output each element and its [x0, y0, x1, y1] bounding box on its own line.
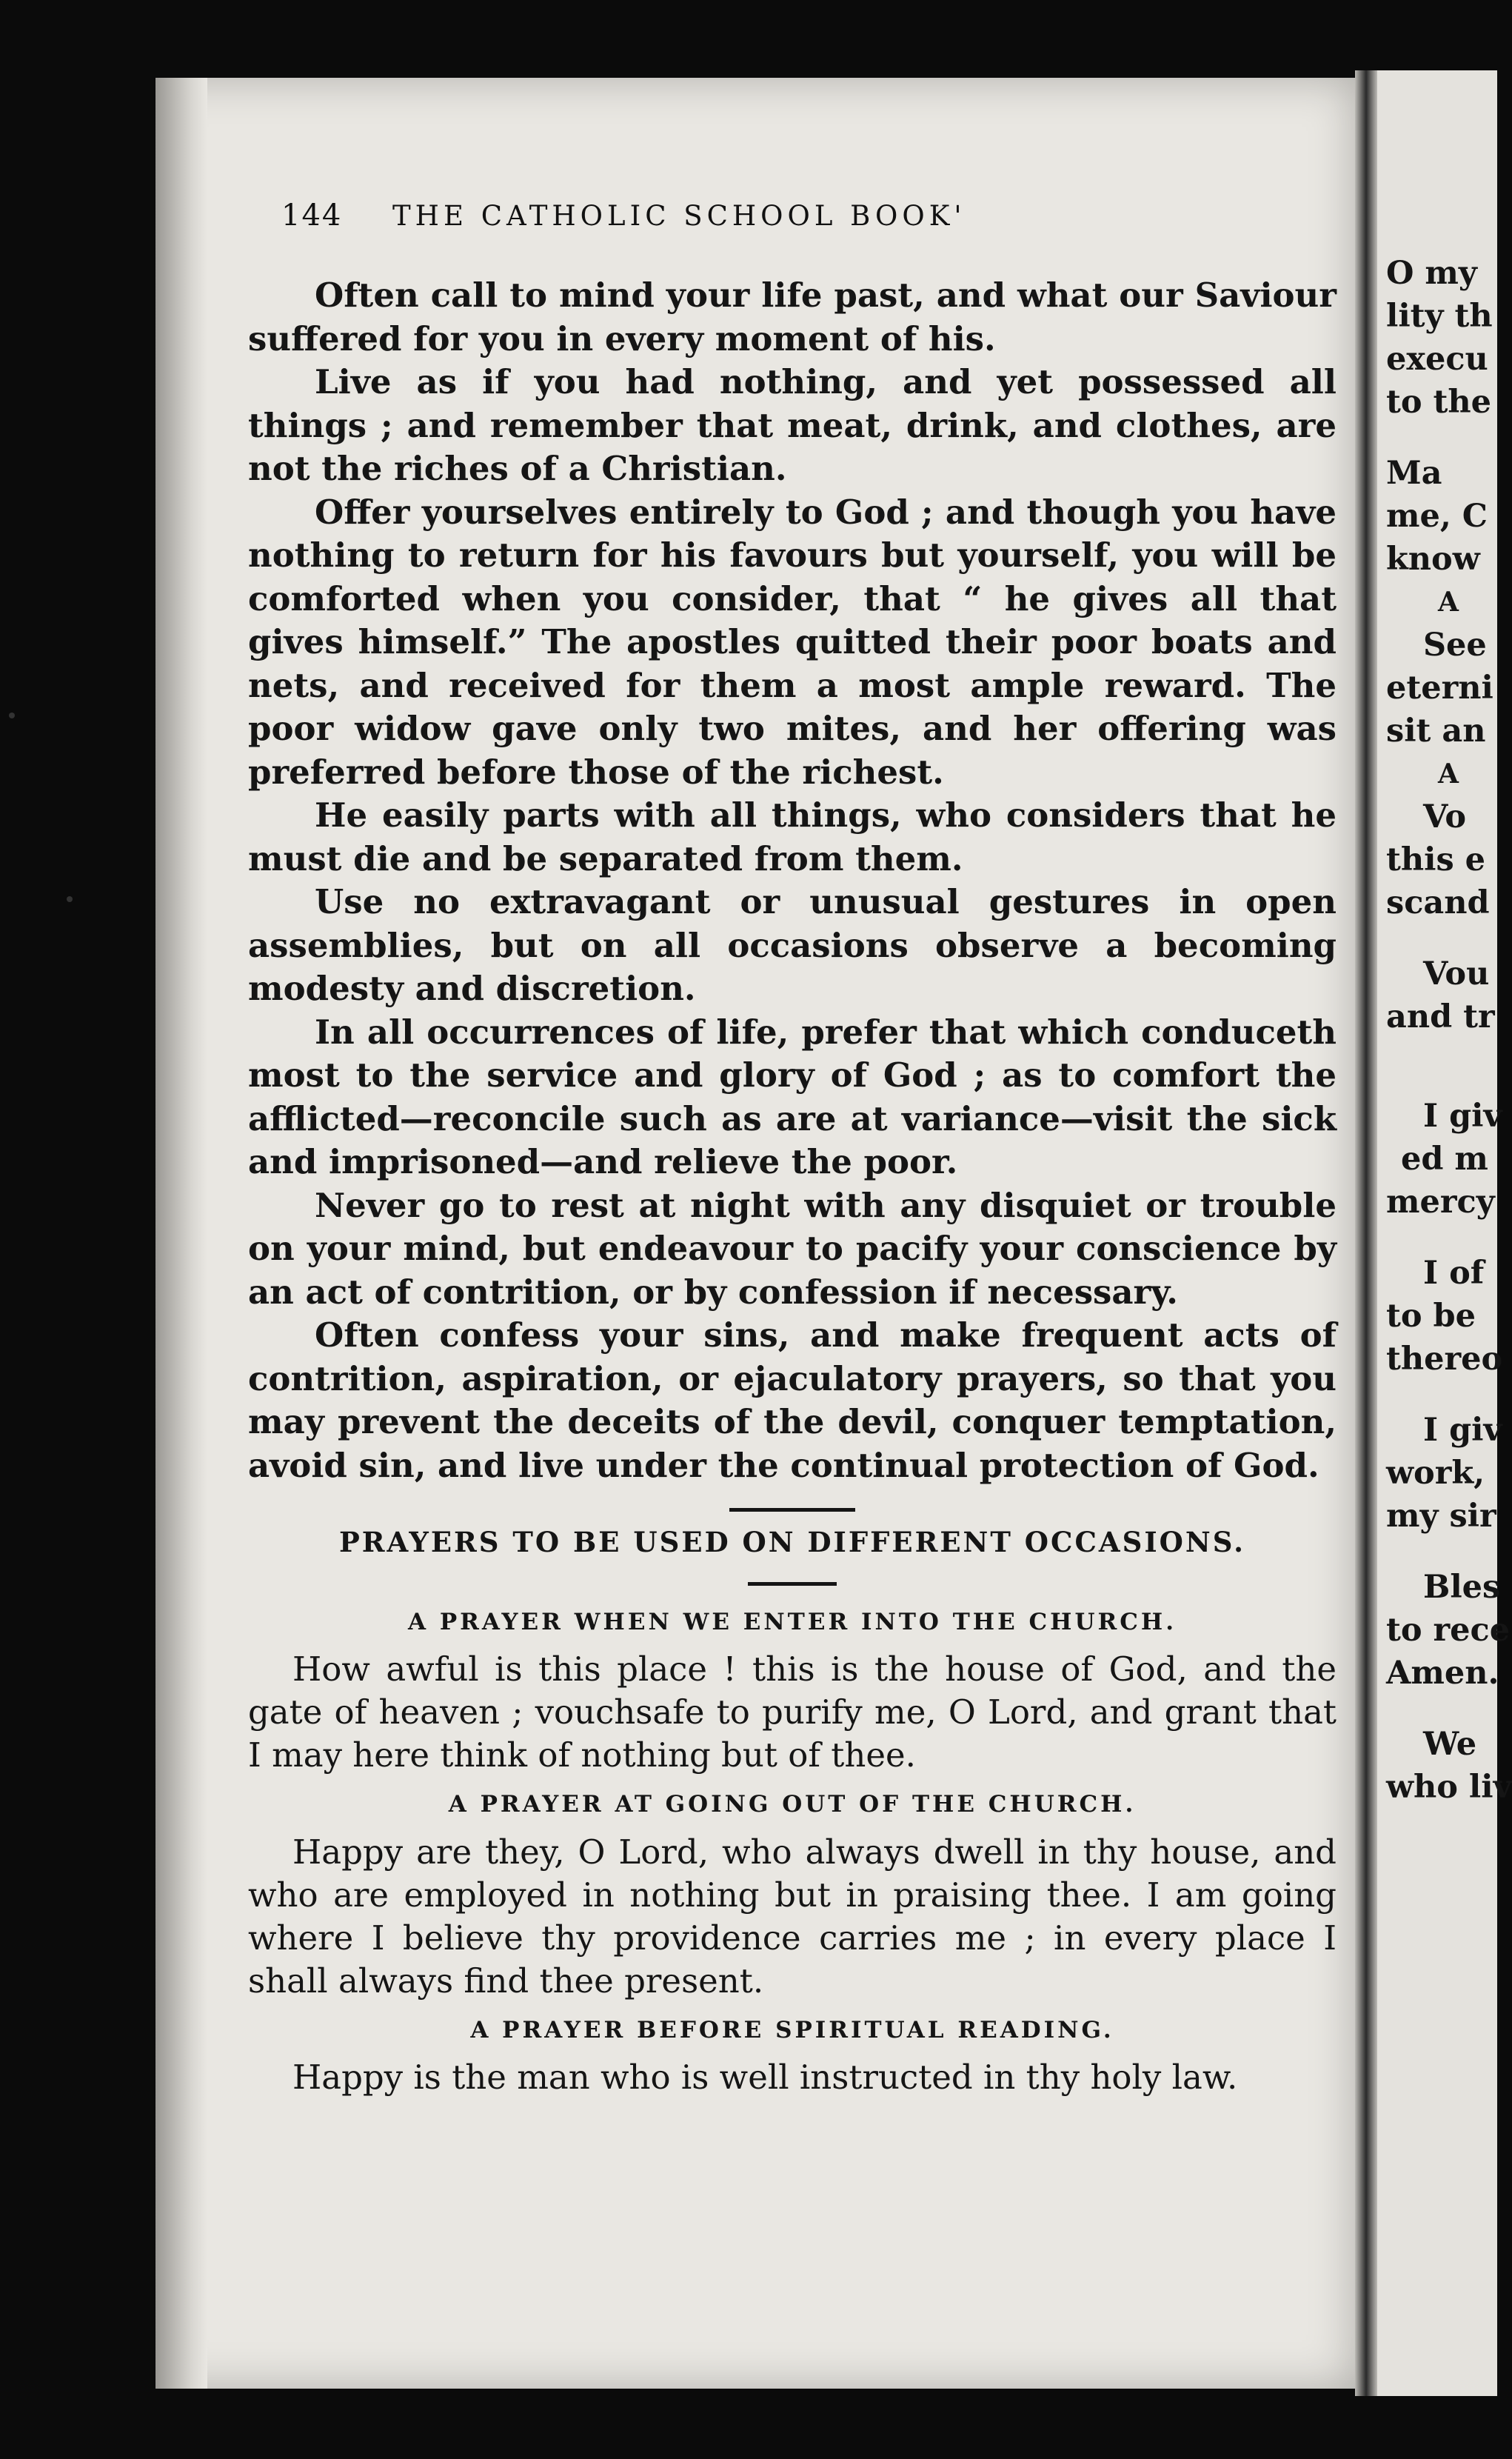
fragment-gap — [1386, 424, 1505, 452]
fragment-line: and tr — [1386, 998, 1495, 1035]
fragment-line: O my — [1386, 255, 1477, 292]
fragment-line: me, C — [1386, 498, 1488, 535]
right-page-fragments — [1386, 252, 1512, 1809]
left-page-body — [248, 274, 1337, 2099]
fragment-line: thereo — [1386, 1341, 1503, 1378]
fragment-line: A — [1438, 587, 1459, 618]
paragraph: He easily parts with all things, who considers that he must die and be separated from them. — [248, 795, 1337, 878]
prayer-paragraph: Happy are they, O Lord, who always dwell in thy house, and who are employed in nothing but in praising thee. I am going where I believe thy providence carries me ; in every place I shall always find thee present. — [248, 1832, 1337, 2001]
fragment-line: who liv — [1386, 1769, 1512, 1806]
fragment-line: lity th — [1386, 298, 1493, 335]
fragment-line: I of — [1423, 1255, 1485, 1292]
prayer-text — [248, 2056, 1337, 2099]
prayer-text — [248, 1831, 1337, 2003]
fragment-line: this e — [1386, 841, 1485, 878]
fragment-gap — [1386, 1038, 1505, 1067]
prayer-heading: A PRAYER AT GOING OUT OF THE CHURCH. — [448, 1791, 1137, 1818]
fragment-line: Vou — [1423, 955, 1490, 992]
fragment-line: Bles — [1423, 1569, 1501, 1606]
fragment-line: Amen. — [1386, 1655, 1499, 1692]
paragraph: Live as if you had nothing, and yet possessed all things ; and remember that meat, drink, and clothes, are not the riches of a Christian. — [248, 362, 1337, 488]
running-head — [281, 198, 1333, 233]
fragment-line: mercy — [1386, 1184, 1495, 1221]
divider-rule — [748, 1582, 837, 1586]
prayer-heading: A PRAYER BEFORE SPIRITUAL READING. — [470, 2016, 1114, 2043]
fragment-line: We — [1423, 1726, 1477, 1763]
fragment-line: to rece — [1386, 1612, 1511, 1649]
fragment-line: eterni — [1386, 670, 1493, 707]
fragment-line: A — [1438, 758, 1459, 790]
fragment-line: See — [1423, 627, 1487, 664]
divider-rule — [729, 1508, 855, 1512]
page-spine-shadow — [155, 78, 207, 2389]
paragraph: Often confess your sins, and make frequent acts of contrition, aspiration, or ejaculatory prayers, so that you may prevent the deceits of the devil, conquer temptation, avoid sin, and live under the continual protection of God. — [248, 1315, 1337, 1485]
prayer-text — [248, 1648, 1337, 1777]
fragment-line: Ma — [1386, 455, 1442, 492]
fragment-line: I giv — [1423, 1412, 1502, 1449]
prayer-paragraph: How awful is this place ! this is the house of God, and the gate of heaven ; vouchsafe to purify me, O Lord, and grant that I may here think of nothing but of thee. — [248, 1649, 1337, 1775]
fragment-line: my sir — [1386, 1498, 1496, 1535]
fragment-gap — [1386, 1538, 1505, 1566]
scan-speck — [67, 896, 73, 902]
fragment-line: to the — [1386, 384, 1491, 421]
scan-speck — [9, 713, 15, 718]
prayer-paragraph: Happy is the man who is well instructed in thy holy law. — [292, 2058, 1238, 2097]
paragraph: Use no extravagant or unusual gestures in open assemblies, but on all occasions observe a becoming modesty and discretion. — [248, 882, 1337, 1008]
page-number: 144 — [281, 198, 343, 233]
fragment-line: Vo — [1423, 798, 1467, 835]
fragment-gap — [1386, 1695, 1505, 1723]
paragraph: In all occurrences of life, prefer that which conduceth most to the service and glory of God ; as to comfort the afflicted—reconcile such as are at variance—visit the sick and imprisoned—and relieve the poor. — [248, 1012, 1337, 1181]
fragment-line: ed m — [1401, 1141, 1488, 1178]
running-head-title: THE CATHOLIC SCHOOL BOOK' — [392, 200, 966, 232]
paragraph: Often call to mind your life past, and what our Saviour suffered for you in every moment of his. — [248, 276, 1337, 358]
fragment-line: know — [1386, 541, 1480, 578]
book-gutter — [1355, 70, 1377, 2396]
fragment-gap — [1386, 1224, 1505, 1252]
fragment-line: I giv — [1423, 1098, 1502, 1135]
prayer-heading: A PRAYER WHEN WE ENTER INTO THE CHURCH. — [407, 1608, 1177, 1635]
section-heading: PRAYERS TO BE USED ON DIFFERENT OCCASIONS. — [338, 1526, 1245, 1558]
fragment-gap — [1386, 1067, 1505, 1095]
fragment-line: execu — [1386, 341, 1488, 378]
fragment-line: scand — [1386, 884, 1490, 921]
paragraph: Offer yourselves entirely to God ; and though you have nothing to return for his favours but yourself, you will be comforted when you consider, that “ he gives all that gives himself.” The apostles quitted their poor boats and nets, and received for them a most ample reward. The poor widow gave only two mites, and her offering was preferred before those of the richest. — [248, 492, 1337, 792]
fragment-gap — [1386, 1381, 1505, 1409]
fragment-line: to be — [1386, 1298, 1476, 1335]
fragment-line: sit an — [1386, 713, 1486, 750]
fragment-line: work, — [1386, 1455, 1485, 1492]
fragment-gap — [1386, 924, 1505, 952]
paragraph: Never go to rest at night with any disquiet or trouble on your mind, but endeavour to pacify your conscience by an act of contrition, or by confession if necessary. — [248, 1185, 1337, 1312]
